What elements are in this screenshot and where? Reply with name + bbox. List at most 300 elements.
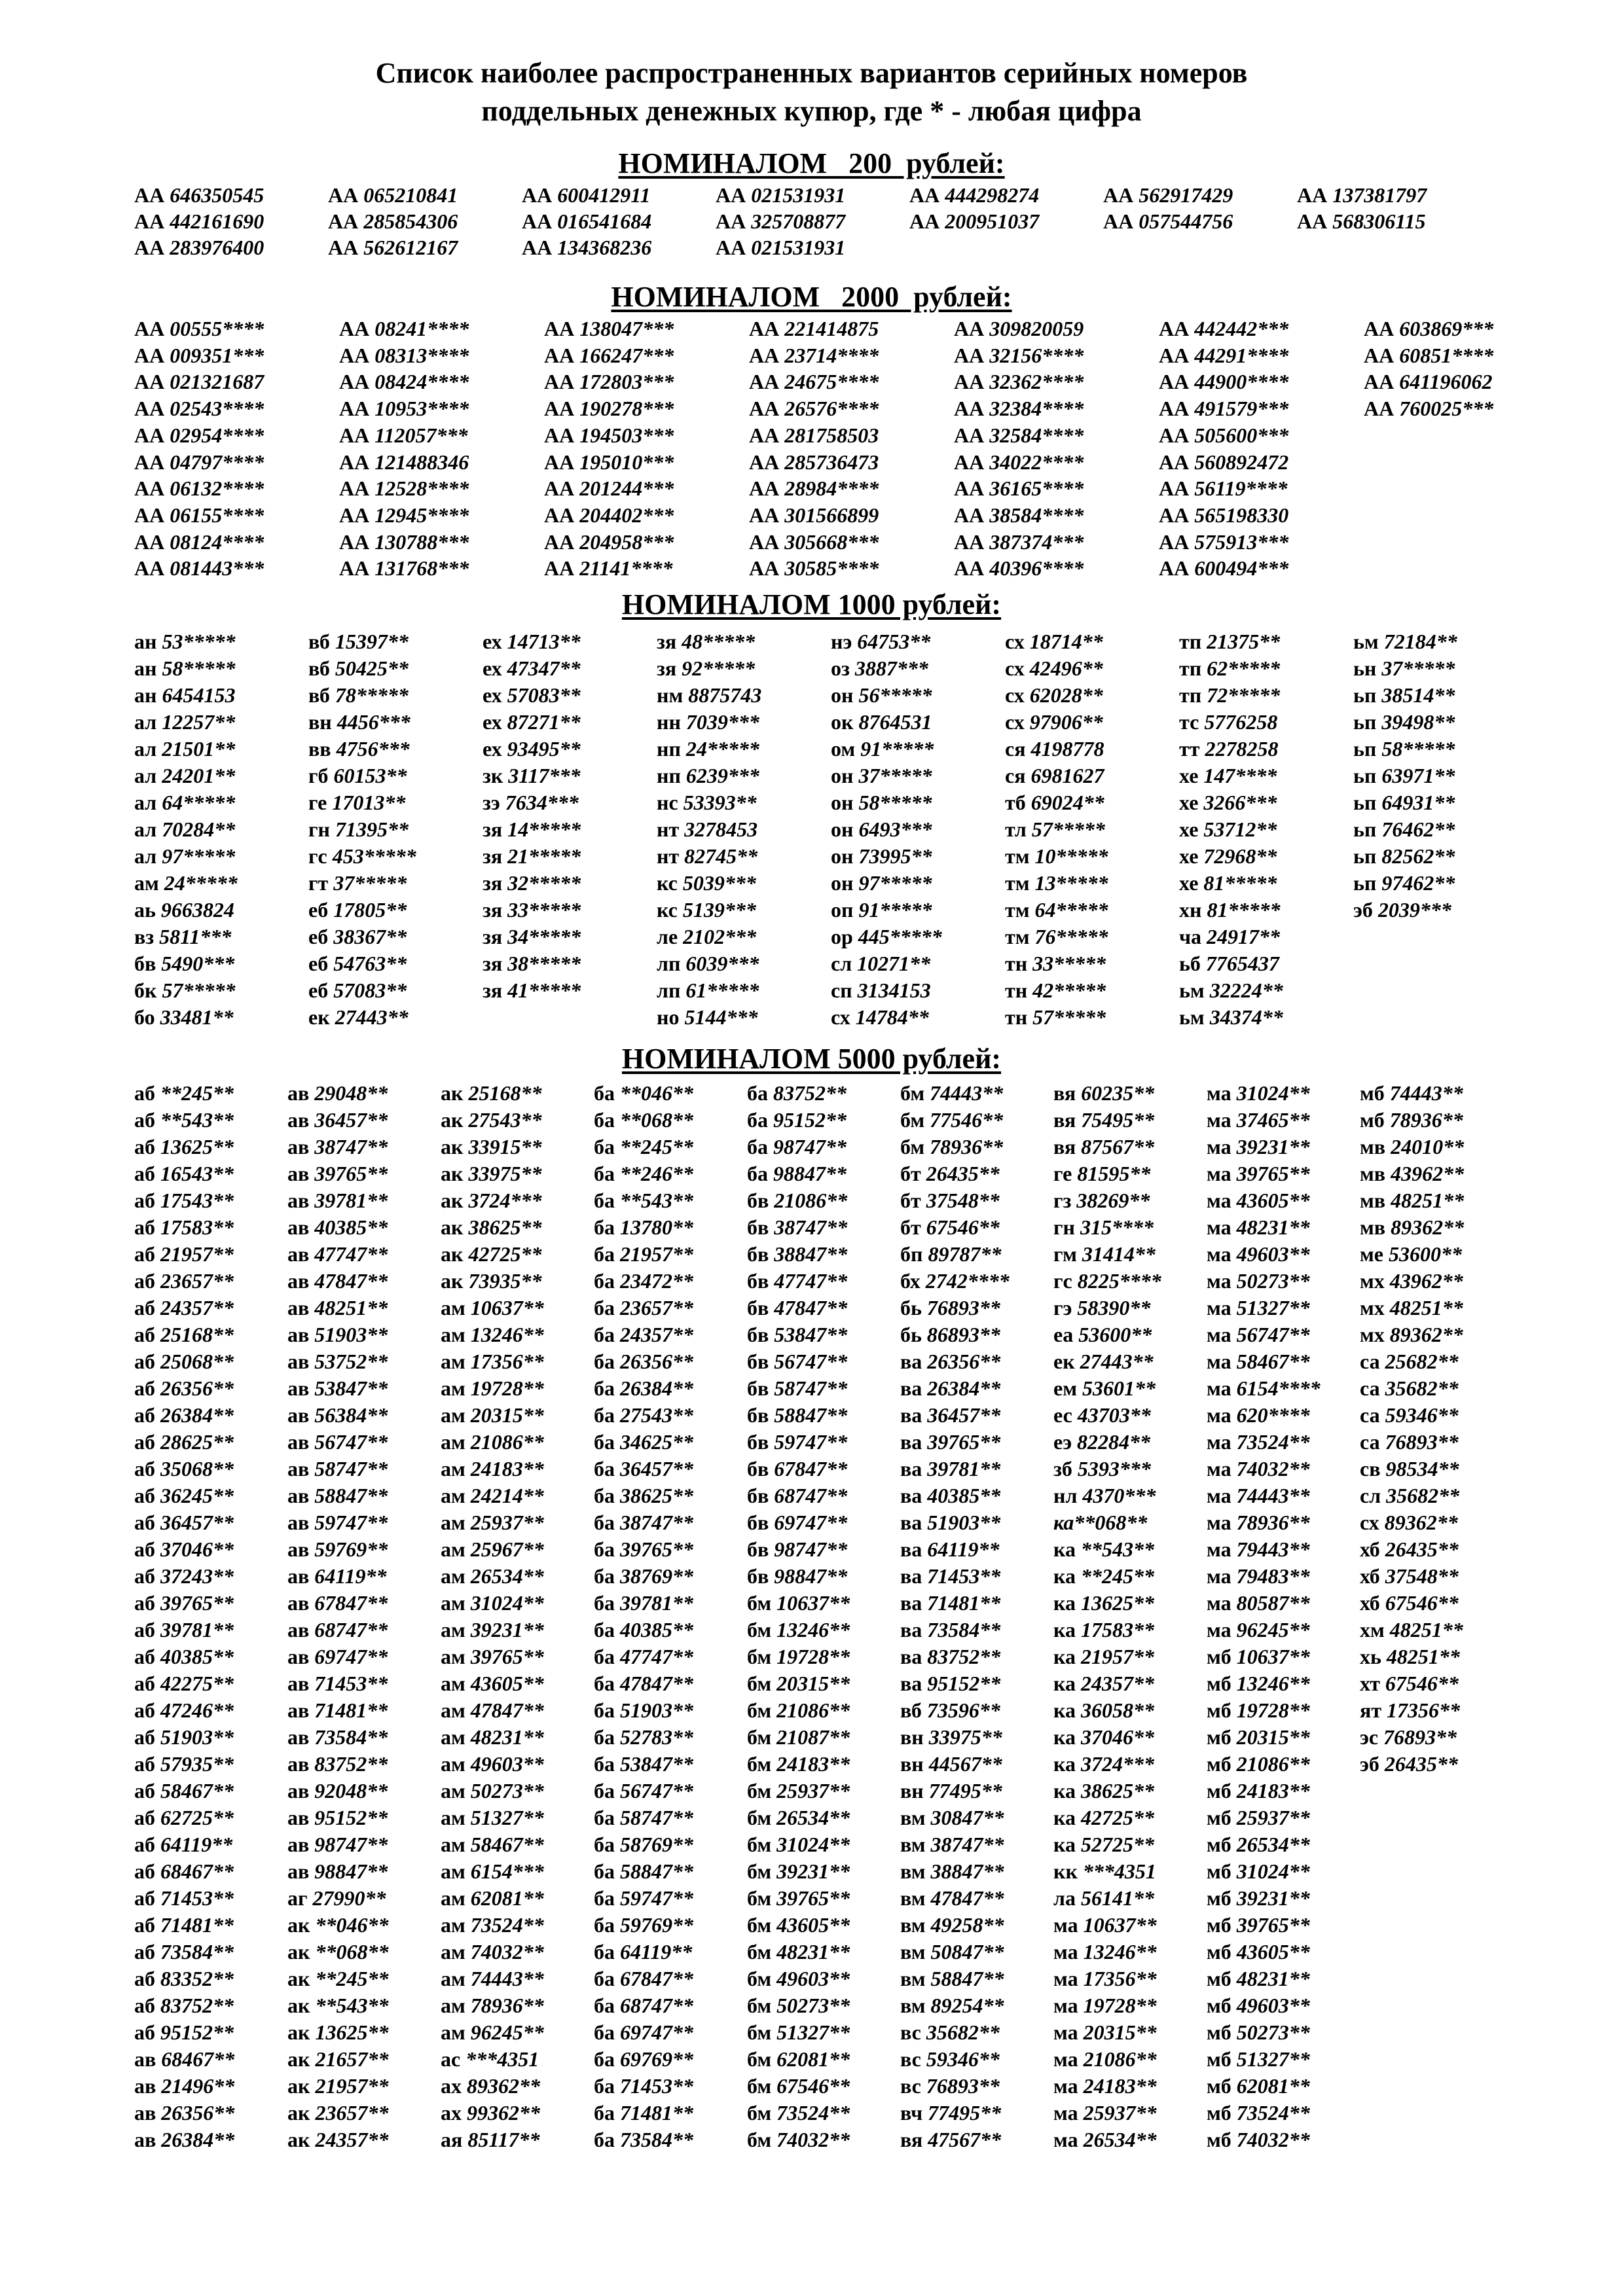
serial-prefix: мб xyxy=(1207,1779,1237,1803)
serial-number xyxy=(134,182,264,208)
serial-prefix: ам xyxy=(441,1752,471,1776)
serial-digits: 38367** xyxy=(333,925,407,948)
serial-prefix: ам xyxy=(441,1645,471,1668)
serial-prefix: ба xyxy=(594,1994,620,2017)
serial-prefix: ав xyxy=(287,1806,315,1829)
serial-digits: 24010** xyxy=(1391,1135,1465,1158)
serial-number xyxy=(134,682,235,708)
serial-digits: 15397** xyxy=(335,630,409,653)
serial-prefix: ав xyxy=(287,1081,315,1105)
serial-number xyxy=(287,1295,388,1321)
serial-digits: 6154**** xyxy=(1236,1376,1321,1400)
serial-digits: 38625** xyxy=(1080,1779,1154,1803)
serial-digits: 42725** xyxy=(1080,1806,1154,1829)
serial-number xyxy=(1053,1214,1154,1240)
serial-digits: 13625** xyxy=(315,2020,389,2044)
serial-prefix: мх xyxy=(1360,1296,1390,1319)
serial-digits: 38269** xyxy=(1076,1189,1150,1212)
serial-prefix: ба xyxy=(594,1511,620,1534)
serial-digits: 80587** xyxy=(1236,1591,1310,1615)
serial-prefix: ам xyxy=(441,1994,471,2017)
serial-prefix: аб xyxy=(134,1591,160,1615)
serial-number xyxy=(287,1214,388,1240)
serial-digits: 99362** xyxy=(467,2101,540,2125)
serial-number xyxy=(747,1670,850,1696)
serial-number xyxy=(134,977,235,1003)
document-title-line2: поддельных денежных купюр, где * - любая цифра xyxy=(481,95,1142,127)
serial-number xyxy=(1053,1295,1150,1321)
serial-number xyxy=(594,2126,693,2153)
serial-prefix: эб xyxy=(1360,1752,1385,1776)
serial-prefix: мб xyxy=(1207,1833,1237,1856)
serial-number xyxy=(831,950,930,977)
serial-number xyxy=(1364,368,1492,395)
serial-number xyxy=(900,1992,1004,2018)
serial-prefix: аг xyxy=(287,1886,313,1910)
serial-prefix: ба xyxy=(747,1135,773,1158)
serial-number xyxy=(522,234,651,260)
serial-prefix: ьп xyxy=(1353,871,1382,895)
serial-prefix: АА xyxy=(1159,503,1195,527)
serial-digits: 97462** xyxy=(1381,871,1455,895)
serial-digits: 43605** xyxy=(776,1913,850,1937)
serial-prefix: АА xyxy=(1297,183,1333,207)
serial-prefix: св xyxy=(1360,1457,1386,1480)
serial-digits: 36245** xyxy=(160,1484,234,1507)
serial-prefix: еб xyxy=(308,952,334,975)
serial-prefix: ак xyxy=(287,2101,316,2125)
serial-number xyxy=(747,1536,847,1562)
serial-number xyxy=(594,1778,693,1804)
serial-prefix: нл xyxy=(1053,1484,1083,1507)
serial-digits: 29048** xyxy=(314,1081,388,1105)
serial-prefix: ал xyxy=(134,764,162,787)
serial-number xyxy=(749,315,879,342)
serial-number xyxy=(594,1214,693,1240)
serial-number xyxy=(900,1134,1003,1160)
serial-number xyxy=(134,422,264,448)
serial-digits: 3278453 xyxy=(684,817,758,841)
serial-number xyxy=(1159,555,1288,581)
serial-number xyxy=(1207,1697,1310,1723)
serial-digits: 301566899 xyxy=(784,503,879,527)
serial-prefix: тп xyxy=(1179,630,1207,653)
serial-prefix: гс xyxy=(1053,1269,1078,1293)
serial-prefix: хт xyxy=(1360,1672,1385,1695)
serial-number xyxy=(594,1643,693,1670)
serial-number xyxy=(441,1536,544,1562)
serial-number xyxy=(134,1160,234,1187)
serial-number xyxy=(483,977,581,1003)
serial-digits: 12257** xyxy=(162,710,236,734)
serial-prefix: бм xyxy=(747,1672,777,1695)
serial-prefix: ал xyxy=(134,817,162,841)
serial-digits: 32156**** xyxy=(989,343,1084,367)
serial-number xyxy=(831,870,932,896)
serial-digits: 48***** xyxy=(682,630,756,653)
serial-digits: 21496** xyxy=(161,2074,235,2098)
serial-prefix: АА xyxy=(134,397,170,421)
serial-prefix: АА xyxy=(954,503,990,527)
serial-digits: 89362** xyxy=(1391,1215,1465,1239)
serial-number xyxy=(594,1241,693,1267)
serial-digits: 5776258 xyxy=(1204,710,1278,734)
serial-number xyxy=(594,1429,693,1455)
serial-number xyxy=(1207,1134,1310,1160)
serial-prefix: вб xyxy=(308,630,335,653)
serial-digits: 73524** xyxy=(1236,2101,1310,2125)
serial-prefix: ом xyxy=(831,737,861,761)
serial-prefix: аб xyxy=(134,1779,160,1803)
serial-prefix: ба xyxy=(747,1108,773,1132)
serial-number xyxy=(1353,897,1451,923)
serial-number xyxy=(134,1429,234,1455)
serial-number xyxy=(134,1402,234,1428)
serial-number xyxy=(483,870,581,896)
serial-number xyxy=(1207,1375,1321,1401)
serial-digits: 58747** xyxy=(774,1376,848,1400)
serial-prefix: мб xyxy=(1207,1725,1237,1749)
serial-number xyxy=(900,1482,1000,1509)
serial-prefix: аб xyxy=(134,1967,160,1990)
serial-prefix: ва xyxy=(900,1457,928,1480)
serial-number xyxy=(134,1348,234,1374)
serial-prefix: АА xyxy=(716,209,752,233)
serial-number xyxy=(900,1509,1000,1535)
serial-number xyxy=(831,789,932,816)
serial-prefix: вс xyxy=(900,2020,926,2044)
serial-digits: 39765** xyxy=(314,1162,388,1185)
serial-digits: 26356** xyxy=(161,2101,235,2125)
serial-digits: 31024** xyxy=(1236,1859,1310,1883)
serial-number xyxy=(134,789,235,816)
serial-prefix: аб xyxy=(134,1725,160,1749)
serial-number xyxy=(1053,1107,1154,1133)
serial-number xyxy=(134,1590,234,1616)
serial-number xyxy=(339,368,469,395)
serial-prefix: ба xyxy=(594,1350,620,1373)
serial-number xyxy=(1053,1670,1154,1696)
serial-prefix: АА xyxy=(544,476,580,501)
serial-number xyxy=(441,1214,541,1240)
serial-digits: 24***** xyxy=(164,871,238,895)
serial-prefix: вс xyxy=(900,2074,926,2098)
serial-prefix: ав xyxy=(287,1323,315,1346)
serial-digits: 568306115 xyxy=(1332,209,1426,233)
serial-number xyxy=(1207,1751,1310,1777)
serial-prefix: мб xyxy=(1207,1698,1237,1722)
serial-digits: 47347** xyxy=(507,656,581,680)
serial-number xyxy=(308,843,416,869)
serial-digits: 14713** xyxy=(507,630,581,653)
serial-number xyxy=(747,1724,850,1750)
serial-digits: 12528**** xyxy=(374,476,469,501)
serial-digits: 08424**** xyxy=(374,370,469,394)
serial-prefix: вя xyxy=(1053,1135,1082,1158)
serial-digits: 21086** xyxy=(1236,1752,1310,1776)
serial-prefix: ам xyxy=(441,1859,471,1883)
serial-digits: 64931** xyxy=(1381,791,1455,814)
serial-digits: 5139*** xyxy=(682,898,756,922)
serial-prefix: ба xyxy=(594,1135,620,1158)
serial-prefix: ьп xyxy=(1353,683,1382,707)
serial-digits: 131768*** xyxy=(374,556,469,581)
serial-digits: 20315** xyxy=(1083,2020,1157,2044)
serial-digits: 62725** xyxy=(160,1806,234,1829)
serial-prefix: АА xyxy=(1103,209,1139,233)
serial-digits: 33***** xyxy=(1032,952,1106,975)
serial-digits: 37046** xyxy=(1080,1725,1154,1749)
serial-digits: 37***** xyxy=(333,871,407,895)
serial-prefix: ав xyxy=(287,1108,315,1132)
serial-digits: 444298274 xyxy=(945,183,1040,207)
serial-number xyxy=(339,342,469,368)
serial-prefix: АА xyxy=(134,343,170,367)
serial-digits: 64119** xyxy=(620,1940,693,1964)
serial-digits: 44900**** xyxy=(1194,370,1289,394)
serial-prefix: ба xyxy=(594,1886,620,1910)
serial-prefix: АА xyxy=(954,317,990,340)
serial-number xyxy=(441,1590,544,1616)
serial-digits: 24183** xyxy=(470,1457,544,1480)
serial-prefix: АА xyxy=(1159,317,1195,340)
serial-number xyxy=(747,1268,847,1294)
serial-digits: 646350545 xyxy=(170,183,264,207)
serial-prefix: тп xyxy=(1179,683,1207,707)
serial-digits: 137381797 xyxy=(1332,183,1427,207)
serial-number xyxy=(1207,2126,1310,2153)
serial-prefix: АА xyxy=(328,236,364,259)
serial-number xyxy=(900,1590,1000,1616)
serial-number xyxy=(747,1321,847,1348)
serial-prefix: АА xyxy=(544,317,580,340)
serial-prefix: аб xyxy=(134,1672,160,1695)
serial-prefix: мб xyxy=(1207,1940,1237,1964)
serial-prefix: АА xyxy=(1159,476,1195,501)
serial-prefix: ва xyxy=(900,1591,928,1615)
serial-prefix: ак xyxy=(441,1189,469,1212)
serial-number xyxy=(1159,395,1288,422)
serial-number xyxy=(1005,655,1103,681)
serial-prefix: бм xyxy=(900,1135,930,1158)
serial-prefix: ак xyxy=(441,1135,469,1158)
serial-digits: 67546** xyxy=(1385,1672,1459,1695)
serial-prefix: ма xyxy=(1207,1564,1237,1588)
serial-digits: 26384** xyxy=(927,1376,1001,1400)
serial-digits: 62081** xyxy=(1236,2074,1310,2098)
serial-digits: 08241**** xyxy=(374,317,469,340)
serial-number xyxy=(1179,897,1280,923)
serial-digits: 3724*** xyxy=(1080,1752,1154,1776)
serial-digits: 442442*** xyxy=(1194,317,1289,340)
serial-number xyxy=(747,1160,847,1187)
serial-prefix: сх xyxy=(1360,1511,1385,1534)
serial-prefix: сх xyxy=(1005,656,1030,680)
serial-digits: 37***** xyxy=(1381,656,1455,680)
serial-number xyxy=(308,816,409,842)
serial-digits: 95152** xyxy=(773,1108,847,1132)
serial-digits: 26356** xyxy=(927,1350,1001,1373)
serial-number xyxy=(657,843,757,869)
serial-prefix: ка xyxy=(1053,1645,1081,1668)
serial-number xyxy=(134,1724,234,1750)
serial-prefix: ма xyxy=(1207,1242,1237,1266)
serial-prefix: бм xyxy=(747,1940,777,1964)
serial-digits: 58***** xyxy=(858,791,932,814)
serial-prefix: ма xyxy=(1207,1376,1237,1400)
serial-number xyxy=(1179,816,1277,842)
serial-digits: 69747** xyxy=(774,1511,848,1534)
serial-digits: 58467** xyxy=(470,1833,544,1856)
serial-number xyxy=(308,1004,409,1030)
serial-number xyxy=(747,1831,850,1857)
serial-digits: 50847** xyxy=(930,1940,1004,1964)
serial-digits: 47747** xyxy=(620,1645,693,1668)
serial-digits: 27990** xyxy=(312,1886,386,1910)
serial-digits: 76893** xyxy=(926,1296,1000,1319)
serial-number xyxy=(483,682,581,708)
serial-prefix: бв xyxy=(747,1269,775,1293)
serial-digits: 021531931 xyxy=(751,183,846,207)
serial-digits: 54763** xyxy=(333,952,407,975)
serial-digits: 24357** xyxy=(1080,1672,1154,1695)
serial-digits: 19728** xyxy=(776,1645,850,1668)
serial-digits: 72968** xyxy=(1203,844,1277,868)
serial-digits: 39765** xyxy=(470,1645,544,1668)
serial-number xyxy=(134,897,234,923)
serial-digits: 72***** xyxy=(1207,683,1281,707)
serial-digits: 89362** xyxy=(1389,1323,1463,1346)
serial-prefix: бм xyxy=(747,1779,777,1803)
serial-prefix: мв xyxy=(1360,1162,1391,1185)
serial-number xyxy=(1360,1590,1459,1616)
serial-number xyxy=(339,502,469,528)
serial-prefix: ех xyxy=(483,737,507,761)
serial-number xyxy=(1360,1402,1459,1428)
serial-number xyxy=(441,1858,544,1884)
serial-prefix: бк xyxy=(134,978,162,1002)
section-heading-5000: НОМИНАЛОМ 5000 рублей: xyxy=(621,1043,1002,1075)
serial-digits: 97***** xyxy=(162,844,236,868)
serial-prefix: АА xyxy=(909,209,945,233)
serial-digits: 96245** xyxy=(1236,1618,1310,1641)
serial-prefix: вм xyxy=(900,1994,931,2017)
serial-prefix: аб xyxy=(134,1618,160,1641)
serial-digits: 49603** xyxy=(776,1967,850,1990)
serial-number xyxy=(594,2100,693,2126)
serial-digits: 72184** xyxy=(1383,630,1457,653)
serial-digits: 24183** xyxy=(1236,1779,1310,1803)
serial-number xyxy=(1053,1456,1151,1482)
serial-prefix: ак xyxy=(287,1940,316,1964)
serial-prefix: ба xyxy=(594,1081,620,1105)
serial-prefix: ка xyxy=(1053,1779,1081,1803)
serial-number xyxy=(747,1402,847,1428)
serial-number xyxy=(134,1831,232,1857)
serial-prefix: ав xyxy=(287,1162,315,1185)
section-heading-2000: НОМИНАЛОМ 2000 рублей: xyxy=(611,281,1012,313)
serial-prefix: АА xyxy=(716,236,752,259)
serial-number xyxy=(1207,1617,1310,1643)
serial-digits: 172803*** xyxy=(579,370,674,394)
serial-digits: 59747** xyxy=(774,1430,848,1454)
serial-number xyxy=(1364,395,1493,422)
serial-number xyxy=(339,422,467,448)
serial-digits: 34022**** xyxy=(989,450,1084,474)
serial-prefix: оп xyxy=(831,898,859,922)
serial-number xyxy=(1207,1295,1310,1321)
serial-number xyxy=(1353,682,1455,708)
serial-prefix: ба xyxy=(594,1833,620,1856)
serial-digits: 56384** xyxy=(314,1403,388,1427)
serial-prefix: ах xyxy=(441,2101,467,2125)
serial-number xyxy=(1360,1214,1464,1240)
serial-prefix: тс xyxy=(1179,710,1205,734)
serial-prefix: ав xyxy=(134,2128,162,2151)
serial-number xyxy=(483,789,579,816)
serial-digits: 51327** xyxy=(1236,1296,1310,1319)
serial-prefix: вм xyxy=(900,1967,931,1990)
serial-digits: 19728** xyxy=(1083,1994,1157,2017)
serial-digits: 89787** xyxy=(928,1242,1002,1266)
serial-prefix: зя xyxy=(483,952,508,975)
serial-digits: 89362** xyxy=(1384,1511,1458,1534)
serial-prefix: ма xyxy=(1053,1940,1084,1964)
serial-prefix: хб xyxy=(1360,1537,1385,1561)
serial-number xyxy=(287,1804,388,1831)
serial-digits: 194503*** xyxy=(579,423,674,447)
serial-digits: 17356** xyxy=(470,1350,544,1373)
serial-prefix: лп xyxy=(657,978,686,1002)
serial-digits: 68467** xyxy=(160,1859,234,1883)
serial-prefix: он xyxy=(831,683,859,707)
serial-number xyxy=(747,1751,850,1777)
serial-prefix: ба xyxy=(594,1215,620,1239)
serial-number xyxy=(1360,1080,1463,1106)
serial-prefix: бв xyxy=(747,1215,775,1239)
serial-prefix: лп xyxy=(657,952,686,975)
serial-prefix: АА xyxy=(1103,183,1139,207)
serial-number xyxy=(900,1885,1004,1911)
serial-digits: 73584** xyxy=(927,1618,1001,1641)
serial-number xyxy=(1159,502,1288,528)
serial-prefix: АА xyxy=(1159,529,1195,554)
serial-digits: 6239*** xyxy=(685,764,759,787)
serial-number xyxy=(483,655,581,681)
serial-number xyxy=(287,2100,388,2126)
serial-number xyxy=(134,449,264,475)
serial-digits: 21087** xyxy=(776,1725,850,1749)
serial-prefix: ам xyxy=(134,871,164,895)
serial-digits: 25937** xyxy=(1236,1806,1310,1829)
serial-prefix: ан xyxy=(134,683,162,707)
serial-number xyxy=(900,2019,1000,2045)
serial-digits: 73584** xyxy=(620,2128,693,2151)
serial-prefix: ак xyxy=(287,2128,316,2151)
serial-digits: 64***** xyxy=(162,791,236,814)
serial-number xyxy=(594,1402,693,1428)
serial-number xyxy=(900,1858,1004,1884)
serial-digits: 51903** xyxy=(927,1511,1001,1534)
serial-digits: 16543** xyxy=(160,1162,234,1185)
serial-digits: 36058** xyxy=(1080,1698,1154,1722)
serial-digits: 68467** xyxy=(161,2047,235,2071)
serial-prefix: он xyxy=(831,817,859,841)
serial-digits: 39231** xyxy=(1236,1135,1310,1158)
serial-prefix: тп xyxy=(1179,656,1207,680)
serial-digits: 96245** xyxy=(470,2020,544,2044)
serial-prefix: АА xyxy=(522,209,558,233)
